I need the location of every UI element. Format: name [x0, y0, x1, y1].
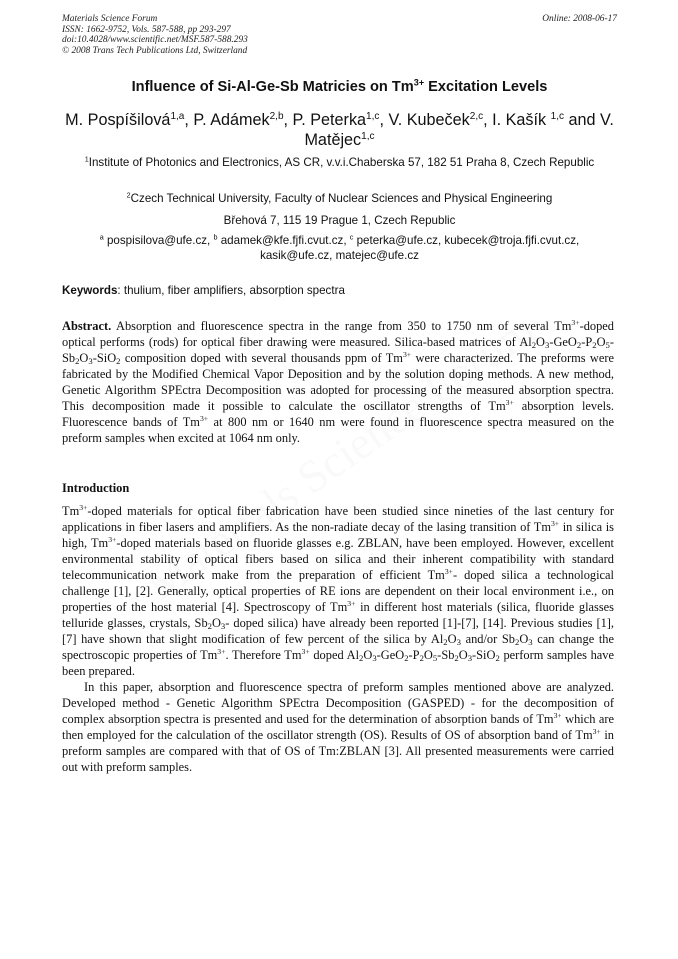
online-date: Online: 2008-06-17 [542, 14, 617, 24]
issn-line: ISSN: 1662-9752, Vols. 587-588, pp 293-297 [62, 24, 231, 35]
abstract-paragraph [62, 318, 614, 446]
keywords [62, 283, 617, 298]
tm-charge: 3+ [79, 503, 88, 513]
email-list [62, 233, 617, 263]
author-name: M. Pospíšilová [65, 111, 171, 129]
copyright-line: © 2008 Trans Tech Publications Ltd, Switzerland [62, 45, 248, 56]
tm-charge: 3+ [550, 519, 560, 529]
author-separator: , [283, 111, 293, 129]
abstract-text: were characterized. The preforms were fabricated by the Modified Chemical Vapor Deposition and by the solution doping methods. A new method, Genetic Algorithm SPEctra Decomposition was adopted for processing of the measured absorption spectra. This decomposition made it possible to calculate the oscillator strengths of Tm [62, 351, 614, 413]
tm-charge: 3+ [553, 711, 562, 721]
matrix-formula: $Al_2O_3-GeO_2-P_2O_5-Sb_2O_3-SiO_2$ [62, 335, 614, 366]
aff2-text: Czech Technical University, Faculty of Nuclear Sciences and Physical Engineering [130, 192, 553, 205]
affiliation-2 [62, 191, 617, 206]
abstract-text: Absorption and fluorescence spectra in the range from 350 to 1750 nm of several Tm [111, 319, 572, 333]
title-tail: Excitation Levels [424, 79, 548, 95]
abstract-text: absorption levels. Fluorescence bands of Tm [62, 399, 614, 429]
author-name: P. Peterka [292, 111, 367, 129]
tm-charge: 3+ [301, 647, 310, 657]
email-marker-c: c [349, 232, 354, 242]
abstract-text: -doped optical performs (rods) for optical fiber drawing were measured. Silica-based matrices of [62, 319, 614, 349]
matrix-formula: $Al_2O_3-GeO_2-P_2O_5-Sb_2O_3-SiO_2$ [346, 648, 500, 663]
keywords-label: Keywords [62, 284, 118, 297]
email-c[interactable]: peterka@ufe.cz, kubecek@troja.fjfi.cvut.cz, kasik@ufe.cz, matejec@ufe.cz [260, 234, 580, 263]
aff1-marker: 1 [84, 154, 89, 164]
email-marker-b: b [213, 232, 218, 242]
tm-charge: 3+ [505, 398, 514, 408]
al2o3-formula: $Al_2O_3$ [430, 632, 461, 647]
author-affil: 1,c [361, 130, 375, 142]
author-separator: , [184, 111, 194, 129]
author-separator: , [483, 111, 493, 129]
tm-charge: 3+ [108, 535, 117, 545]
title-text: Influence of Si-Al-Ge-Sb Matricies on Tm [131, 79, 414, 95]
doi-line: doi:10.4028/www.scientific.net/MSF.587-588.293 [62, 35, 248, 46]
tm-charge: 3+ [402, 350, 412, 360]
author-name: V. Kubeček [388, 111, 470, 129]
sb2o3-formula: $Sb_2O_3$ [501, 632, 533, 647]
author-affil: 1,a [170, 110, 185, 122]
abstract-label: Abstract. [62, 319, 112, 333]
sb2o3-formula: $Sb_2O_3$ [194, 616, 226, 631]
title-sup: 3+ [413, 77, 425, 88]
intro-paragraph-1: $Tm^{3+}$-doped materials for optical fiber fabrication have been studied since nineties of the last century for applications in fiber lasers and amplifiers. As the non-radiate decay of the lasing transition of $Tm^{3+}$ in silica is high, $Tm^{3+}$-doped materials based on fluoride glasses e.g. ZBLAN, have been employed. However, excellent environmental stability of optical fibers based on silica and their inherent compatibility with standard telecommunication network make from the preparation of efficient $Tm^{3+}-$ doped silica a technological challenge [1], [2]. Generally, optical properties of RE ions are dependent on their local environment i.e., on properties of the host material [4]. Spectroscopy of $Tm^{3+}$ in different host materials (silica, fluoride glasses telluride glasses, crystals, $Sb_2O_3-$ doped silica) have already been reported [1]-[7], [14]. Previous studies [1], [7] have shown that slight modification of few percent of the silica by $Al_2O_3$ and/or $Sb_2O_3$ can change the spectroscopic properties of $Tm^{3+}$. Therefore $Tm^{3+}$ doped $Al_2O_3-GeO_2-P_2O_5-Sb_2O_3-SiO_2$ perform samples have been prepared. [62, 503, 615, 678]
author-affil: 2,c [469, 110, 484, 122]
abstract-text: composition doped with several thousands ppm of Tm [120, 351, 403, 365]
introduction-heading: Introduction [62, 481, 130, 495]
email-b[interactable]: adamek@kfe.fjfi.cvut.cz, [217, 234, 350, 247]
tm-charge: 3+ [347, 599, 356, 609]
abstract-text: at 800 nm or 1640 nm were found in fluorescence spectra measured on the preform samples when excited at 1064 nm only. [62, 415, 614, 445]
author-affil: 2,b [269, 110, 284, 122]
tm-charge: 3+ [571, 318, 580, 328]
tm-charge: 3+ [592, 727, 601, 737]
email-a[interactable]: pospisilova@ufe.cz, [103, 234, 214, 247]
abstract [62, 318, 614, 446]
tm-charge: 3+ [217, 647, 226, 657]
intro-paragraph-2: In this paper, absorption and fluorescence spectra of preform samples mentioned above are analyzed. Developed method - Genetic Algorithm SPEctra Decomposition (GASPED) - for the decomposition of complex absorption spectra is presented and used for the determination of absorption bands of $Tm^{3+}$ which are then employed for the calculation of the oscillator strength (OS). Results of OS of absorption band of $Tm^{3+}$ in preform samples are compared with that of OS of Tm:ZBLAN [3]. All presented measurements were carried out with preform samples. [62, 680, 614, 774]
affiliation-1 [62, 155, 617, 170]
tm-charge: 3+ [199, 414, 209, 424]
author-name: P. Adámek [193, 111, 270, 129]
aff1-text: Institute of Photonics and Electronics, AS CR, v.v.i.Chaberska 57, 182 51 Praha 8, Czech Republic [88, 156, 595, 169]
author-separator: and V. [564, 111, 614, 129]
paper-title [62, 78, 617, 96]
author-list [62, 111, 617, 150]
affiliation-2-address: Břehová 7, 115 19 Prague 1, Czech Republic [223, 214, 456, 227]
author-name: Matějec [304, 130, 362, 149]
journal-name: Materials Science Forum [62, 14, 158, 24]
author-affil: 1,c [550, 110, 565, 122]
author-separator: , [379, 111, 389, 129]
tm-charge: 3+ [444, 567, 453, 577]
journal-header [62, 14, 617, 56]
email-marker-a: a [99, 232, 104, 242]
aff2-marker: 2 [126, 190, 131, 200]
keywords-text: : thulium, fiber amplifiers, absorption spectra [117, 284, 345, 297]
author-affil: 1,c [366, 110, 380, 122]
introduction-body [62, 503, 614, 775]
author-name: I. Kašík [492, 111, 551, 129]
